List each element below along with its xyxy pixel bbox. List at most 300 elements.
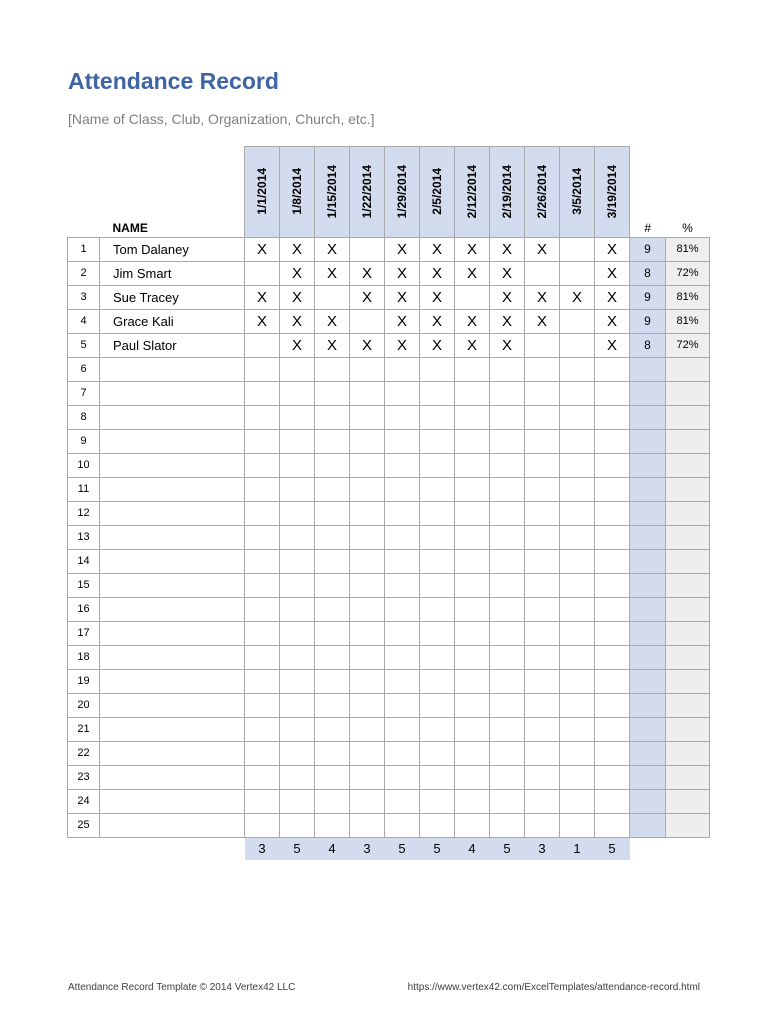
attendance-cell[interactable] <box>350 405 385 429</box>
attendance-cell[interactable] <box>280 693 315 717</box>
attendance-cell[interactable] <box>595 765 630 789</box>
attendance-cell[interactable] <box>420 405 455 429</box>
attendance-cell[interactable] <box>245 645 280 669</box>
attendance-cell[interactable] <box>525 717 560 741</box>
attendance-cell[interactable] <box>280 573 315 597</box>
attendance-cell[interactable] <box>315 525 350 549</box>
attendance-cell[interactable] <box>315 429 350 453</box>
attendance-cell[interactable]: X <box>420 309 455 333</box>
attendance-cell[interactable]: X <box>595 237 630 261</box>
attendance-cell[interactable] <box>560 501 595 525</box>
attendance-cell[interactable] <box>315 717 350 741</box>
attendance-cell[interactable] <box>350 669 385 693</box>
attendance-cell[interactable] <box>490 405 525 429</box>
attendance-cell[interactable] <box>245 621 280 645</box>
attendance-cell[interactable] <box>525 405 560 429</box>
attendance-cell[interactable] <box>595 549 630 573</box>
name-cell[interactable]: Tom Dalaney <box>100 237 245 261</box>
attendance-cell[interactable]: X <box>420 333 455 357</box>
attendance-cell[interactable] <box>420 357 455 381</box>
attendance-cell[interactable] <box>280 405 315 429</box>
attendance-cell[interactable] <box>525 597 560 621</box>
attendance-cell[interactable] <box>420 621 455 645</box>
attendance-cell[interactable] <box>245 501 280 525</box>
name-cell[interactable] <box>100 573 245 597</box>
attendance-cell[interactable] <box>280 765 315 789</box>
attendance-cell[interactable] <box>245 405 280 429</box>
attendance-cell[interactable] <box>595 789 630 813</box>
attendance-cell[interactable] <box>595 573 630 597</box>
name-cell[interactable] <box>100 813 245 837</box>
attendance-cell[interactable] <box>315 357 350 381</box>
attendance-cell[interactable]: X <box>455 309 490 333</box>
attendance-cell[interactable] <box>525 477 560 501</box>
attendance-cell[interactable] <box>385 573 420 597</box>
attendance-cell[interactable]: X <box>490 261 525 285</box>
attendance-cell[interactable] <box>595 597 630 621</box>
name-cell[interactable] <box>100 405 245 429</box>
attendance-cell[interactable] <box>490 741 525 765</box>
attendance-cell[interactable] <box>315 501 350 525</box>
attendance-cell[interactable] <box>350 597 385 621</box>
attendance-cell[interactable] <box>455 573 490 597</box>
attendance-cell[interactable]: X <box>245 237 280 261</box>
attendance-cell[interactable] <box>385 813 420 837</box>
attendance-cell[interactable] <box>455 405 490 429</box>
attendance-cell[interactable] <box>525 669 560 693</box>
attendance-cell[interactable] <box>525 501 560 525</box>
attendance-cell[interactable] <box>595 741 630 765</box>
name-cell[interactable]: Jim Smart <box>100 261 245 285</box>
attendance-cell[interactable] <box>595 381 630 405</box>
attendance-cell[interactable] <box>490 429 525 453</box>
attendance-cell[interactable] <box>560 597 595 621</box>
attendance-cell[interactable] <box>595 717 630 741</box>
attendance-cell[interactable] <box>525 453 560 477</box>
attendance-cell[interactable] <box>595 357 630 381</box>
attendance-cell[interactable] <box>490 597 525 621</box>
attendance-cell[interactable] <box>245 381 280 405</box>
attendance-cell[interactable] <box>245 453 280 477</box>
attendance-cell[interactable] <box>455 429 490 453</box>
attendance-cell[interactable] <box>350 813 385 837</box>
attendance-cell[interactable] <box>455 669 490 693</box>
attendance-cell[interactable] <box>455 357 490 381</box>
attendance-cell[interactable] <box>525 525 560 549</box>
attendance-cell[interactable] <box>595 453 630 477</box>
attendance-cell[interactable] <box>280 741 315 765</box>
attendance-cell[interactable] <box>315 477 350 501</box>
attendance-cell[interactable] <box>245 669 280 693</box>
attendance-cell[interactable] <box>560 813 595 837</box>
attendance-cell[interactable] <box>385 621 420 645</box>
attendance-cell[interactable] <box>385 717 420 741</box>
attendance-cell[interactable] <box>525 741 560 765</box>
attendance-cell[interactable] <box>490 717 525 741</box>
name-cell[interactable]: Sue Tracey <box>100 285 245 309</box>
attendance-cell[interactable] <box>560 477 595 501</box>
attendance-cell[interactable] <box>525 333 560 357</box>
attendance-cell[interactable] <box>245 813 280 837</box>
attendance-cell[interactable] <box>385 429 420 453</box>
attendance-cell[interactable] <box>245 357 280 381</box>
attendance-cell[interactable] <box>595 621 630 645</box>
attendance-cell[interactable] <box>385 765 420 789</box>
attendance-cell[interactable] <box>455 645 490 669</box>
attendance-cell[interactable] <box>245 333 280 357</box>
attendance-cell[interactable] <box>490 477 525 501</box>
attendance-cell[interactable] <box>280 717 315 741</box>
attendance-cell[interactable] <box>490 453 525 477</box>
attendance-cell[interactable]: X <box>490 333 525 357</box>
attendance-cell[interactable] <box>280 645 315 669</box>
attendance-cell[interactable]: X <box>595 333 630 357</box>
attendance-cell[interactable]: X <box>350 333 385 357</box>
attendance-cell[interactable] <box>385 549 420 573</box>
attendance-cell[interactable] <box>385 477 420 501</box>
attendance-cell[interactable] <box>245 573 280 597</box>
attendance-cell[interactable] <box>560 789 595 813</box>
attendance-cell[interactable] <box>595 645 630 669</box>
attendance-cell[interactable] <box>455 549 490 573</box>
attendance-cell[interactable] <box>420 717 455 741</box>
name-cell[interactable] <box>100 477 245 501</box>
attendance-cell[interactable] <box>595 669 630 693</box>
attendance-cell[interactable] <box>350 765 385 789</box>
attendance-cell[interactable] <box>420 765 455 789</box>
attendance-cell[interactable] <box>420 501 455 525</box>
attendance-cell[interactable] <box>455 597 490 621</box>
attendance-cell[interactable] <box>280 525 315 549</box>
attendance-cell[interactable] <box>560 405 595 429</box>
attendance-cell[interactable] <box>525 789 560 813</box>
attendance-cell[interactable] <box>420 813 455 837</box>
name-cell[interactable]: Grace Kali <box>100 309 245 333</box>
attendance-cell[interactable] <box>245 477 280 501</box>
attendance-cell[interactable]: X <box>420 261 455 285</box>
attendance-cell[interactable] <box>560 429 595 453</box>
attendance-cell[interactable] <box>315 693 350 717</box>
attendance-cell[interactable] <box>350 477 385 501</box>
attendance-cell[interactable] <box>490 621 525 645</box>
attendance-cell[interactable] <box>385 789 420 813</box>
attendance-cell[interactable] <box>455 525 490 549</box>
attendance-cell[interactable]: X <box>245 309 280 333</box>
attendance-cell[interactable] <box>490 645 525 669</box>
name-cell[interactable] <box>100 549 245 573</box>
attendance-cell[interactable] <box>245 429 280 453</box>
attendance-cell[interactable] <box>245 549 280 573</box>
attendance-cell[interactable] <box>490 693 525 717</box>
attendance-cell[interactable] <box>280 501 315 525</box>
attendance-cell[interactable]: X <box>420 237 455 261</box>
name-cell[interactable] <box>100 717 245 741</box>
attendance-cell[interactable]: X <box>350 261 385 285</box>
name-cell[interactable] <box>100 693 245 717</box>
attendance-cell[interactable] <box>455 285 490 309</box>
attendance-cell[interactable] <box>420 645 455 669</box>
attendance-cell[interactable] <box>315 381 350 405</box>
attendance-cell[interactable]: X <box>350 285 385 309</box>
attendance-cell[interactable] <box>525 549 560 573</box>
attendance-cell[interactable] <box>280 453 315 477</box>
attendance-cell[interactable] <box>595 477 630 501</box>
attendance-cell[interactable] <box>385 357 420 381</box>
attendance-cell[interactable] <box>525 765 560 789</box>
attendance-cell[interactable] <box>455 813 490 837</box>
attendance-cell[interactable] <box>490 381 525 405</box>
name-cell[interactable] <box>100 621 245 645</box>
attendance-cell[interactable] <box>420 597 455 621</box>
attendance-cell[interactable] <box>525 429 560 453</box>
attendance-cell[interactable] <box>385 381 420 405</box>
attendance-cell[interactable]: X <box>280 237 315 261</box>
attendance-cell[interactable] <box>350 501 385 525</box>
attendance-cell[interactable] <box>385 741 420 765</box>
attendance-cell[interactable] <box>350 621 385 645</box>
attendance-cell[interactable] <box>420 549 455 573</box>
attendance-cell[interactable]: X <box>280 309 315 333</box>
attendance-cell[interactable] <box>280 429 315 453</box>
footer-url[interactable]: https://www.vertex42.com/ExcelTemplates/attendance-record.html <box>407 982 700 993</box>
attendance-cell[interactable]: X <box>595 285 630 309</box>
attendance-cell[interactable] <box>245 789 280 813</box>
name-cell[interactable] <box>100 453 245 477</box>
attendance-cell[interactable] <box>350 645 385 669</box>
attendance-cell[interactable] <box>280 621 315 645</box>
attendance-cell[interactable] <box>420 525 455 549</box>
attendance-cell[interactable] <box>455 453 490 477</box>
attendance-cell[interactable] <box>560 357 595 381</box>
attendance-cell[interactable] <box>280 549 315 573</box>
name-cell[interactable] <box>100 525 245 549</box>
attendance-cell[interactable] <box>350 525 385 549</box>
page-subtitle[interactable]: [Name of Class, Club, Organization, Church, etc.] <box>68 111 375 127</box>
attendance-cell[interactable] <box>455 717 490 741</box>
attendance-cell[interactable] <box>490 357 525 381</box>
attendance-cell[interactable] <box>315 645 350 669</box>
attendance-cell[interactable]: X <box>525 309 560 333</box>
attendance-cell[interactable] <box>560 525 595 549</box>
attendance-cell[interactable] <box>385 525 420 549</box>
attendance-cell[interactable]: X <box>385 333 420 357</box>
attendance-cell[interactable] <box>490 789 525 813</box>
attendance-cell[interactable] <box>525 621 560 645</box>
attendance-cell[interactable] <box>315 573 350 597</box>
attendance-cell[interactable] <box>455 789 490 813</box>
attendance-cell[interactable]: X <box>315 237 350 261</box>
name-cell[interactable] <box>100 501 245 525</box>
attendance-cell[interactable]: X <box>595 309 630 333</box>
attendance-cell[interactable] <box>385 597 420 621</box>
name-cell[interactable] <box>100 597 245 621</box>
attendance-cell[interactable]: X <box>455 237 490 261</box>
attendance-cell[interactable] <box>525 573 560 597</box>
attendance-cell[interactable] <box>420 669 455 693</box>
attendance-cell[interactable] <box>455 741 490 765</box>
attendance-cell[interactable] <box>350 309 385 333</box>
attendance-cell[interactable] <box>560 309 595 333</box>
attendance-cell[interactable] <box>560 453 595 477</box>
attendance-cell[interactable] <box>245 693 280 717</box>
attendance-cell[interactable] <box>490 813 525 837</box>
attendance-cell[interactable]: X <box>280 261 315 285</box>
attendance-cell[interactable] <box>350 789 385 813</box>
attendance-cell[interactable] <box>560 741 595 765</box>
attendance-cell[interactable] <box>245 741 280 765</box>
name-cell[interactable] <box>100 789 245 813</box>
attendance-cell[interactable]: X <box>245 285 280 309</box>
attendance-cell[interactable] <box>280 357 315 381</box>
attendance-cell[interactable] <box>280 381 315 405</box>
attendance-cell[interactable] <box>595 429 630 453</box>
attendance-cell[interactable]: X <box>385 237 420 261</box>
attendance-cell[interactable] <box>280 477 315 501</box>
attendance-cell[interactable] <box>280 669 315 693</box>
attendance-cell[interactable] <box>595 813 630 837</box>
attendance-cell[interactable] <box>350 453 385 477</box>
attendance-cell[interactable] <box>420 693 455 717</box>
name-cell[interactable] <box>100 381 245 405</box>
attendance-cell[interactable] <box>560 237 595 261</box>
attendance-cell[interactable] <box>315 765 350 789</box>
attendance-cell[interactable] <box>595 501 630 525</box>
attendance-cell[interactable] <box>350 237 385 261</box>
attendance-cell[interactable]: X <box>315 333 350 357</box>
attendance-cell[interactable] <box>490 765 525 789</box>
attendance-cell[interactable] <box>350 357 385 381</box>
attendance-cell[interactable]: X <box>455 261 490 285</box>
attendance-cell[interactable]: X <box>385 309 420 333</box>
attendance-cell[interactable] <box>560 549 595 573</box>
attendance-cell[interactable] <box>315 621 350 645</box>
attendance-cell[interactable] <box>490 525 525 549</box>
attendance-cell[interactable] <box>315 405 350 429</box>
attendance-cell[interactable] <box>280 789 315 813</box>
attendance-cell[interactable]: X <box>455 333 490 357</box>
attendance-cell[interactable] <box>350 693 385 717</box>
attendance-cell[interactable] <box>385 501 420 525</box>
attendance-cell[interactable] <box>245 717 280 741</box>
attendance-cell[interactable] <box>420 741 455 765</box>
attendance-cell[interactable] <box>350 549 385 573</box>
attendance-cell[interactable]: X <box>525 285 560 309</box>
attendance-cell[interactable] <box>280 813 315 837</box>
attendance-cell[interactable] <box>315 789 350 813</box>
attendance-cell[interactable] <box>525 381 560 405</box>
attendance-cell[interactable] <box>350 381 385 405</box>
name-cell[interactable] <box>100 765 245 789</box>
attendance-cell[interactable] <box>420 429 455 453</box>
attendance-cell[interactable]: X <box>595 261 630 285</box>
attendance-cell[interactable] <box>455 477 490 501</box>
attendance-cell[interactable] <box>245 765 280 789</box>
attendance-cell[interactable] <box>560 621 595 645</box>
attendance-cell[interactable] <box>385 669 420 693</box>
attendance-cell[interactable] <box>560 573 595 597</box>
attendance-cell[interactable] <box>245 261 280 285</box>
attendance-cell[interactable] <box>350 717 385 741</box>
attendance-cell[interactable]: X <box>420 285 455 309</box>
attendance-cell[interactable] <box>525 645 560 669</box>
attendance-cell[interactable] <box>315 669 350 693</box>
attendance-cell[interactable] <box>420 381 455 405</box>
attendance-cell[interactable] <box>560 333 595 357</box>
attendance-cell[interactable]: X <box>315 261 350 285</box>
attendance-cell[interactable]: X <box>385 261 420 285</box>
attendance-cell[interactable] <box>560 261 595 285</box>
attendance-cell[interactable] <box>315 285 350 309</box>
attendance-cell[interactable] <box>315 549 350 573</box>
name-cell[interactable] <box>100 357 245 381</box>
attendance-cell[interactable] <box>560 381 595 405</box>
attendance-cell[interactable] <box>280 597 315 621</box>
attendance-cell[interactable] <box>455 501 490 525</box>
name-cell[interactable] <box>100 741 245 765</box>
attendance-cell[interactable] <box>420 477 455 501</box>
attendance-cell[interactable] <box>420 453 455 477</box>
attendance-cell[interactable] <box>595 405 630 429</box>
attendance-cell[interactable] <box>385 405 420 429</box>
attendance-cell[interactable] <box>560 765 595 789</box>
attendance-cell[interactable]: X <box>560 285 595 309</box>
attendance-cell[interactable]: X <box>490 285 525 309</box>
attendance-cell[interactable] <box>455 381 490 405</box>
attendance-cell[interactable] <box>525 813 560 837</box>
attendance-cell[interactable] <box>315 741 350 765</box>
attendance-cell[interactable] <box>385 645 420 669</box>
attendance-cell[interactable] <box>490 501 525 525</box>
attendance-cell[interactable] <box>245 597 280 621</box>
attendance-cell[interactable] <box>490 573 525 597</box>
attendance-cell[interactable]: X <box>315 309 350 333</box>
attendance-cell[interactable] <box>525 693 560 717</box>
attendance-cell[interactable] <box>525 261 560 285</box>
attendance-cell[interactable] <box>595 693 630 717</box>
name-cell[interactable] <box>100 429 245 453</box>
attendance-cell[interactable] <box>455 693 490 717</box>
attendance-cell[interactable] <box>420 789 455 813</box>
attendance-cell[interactable] <box>560 669 595 693</box>
attendance-cell[interactable] <box>455 621 490 645</box>
attendance-cell[interactable] <box>560 693 595 717</box>
attendance-cell[interactable] <box>315 453 350 477</box>
attendance-cell[interactable]: X <box>385 285 420 309</box>
attendance-cell[interactable] <box>385 453 420 477</box>
attendance-cell[interactable] <box>560 645 595 669</box>
attendance-cell[interactable] <box>315 813 350 837</box>
attendance-cell[interactable]: X <box>490 309 525 333</box>
attendance-cell[interactable] <box>350 573 385 597</box>
attendance-cell[interactable]: X <box>280 285 315 309</box>
attendance-cell[interactable] <box>315 597 350 621</box>
attendance-cell[interactable] <box>245 525 280 549</box>
name-cell[interactable] <box>100 645 245 669</box>
attendance-cell[interactable] <box>490 549 525 573</box>
attendance-cell[interactable] <box>560 717 595 741</box>
attendance-cell[interactable]: X <box>525 237 560 261</box>
attendance-cell[interactable]: X <box>490 237 525 261</box>
attendance-cell[interactable]: X <box>280 333 315 357</box>
attendance-cell[interactable] <box>350 741 385 765</box>
attendance-cell[interactable] <box>420 573 455 597</box>
attendance-cell[interactable] <box>525 357 560 381</box>
attendance-cell[interactable] <box>490 669 525 693</box>
attendance-cell[interactable] <box>595 525 630 549</box>
attendance-cell[interactable] <box>350 429 385 453</box>
name-cell[interactable]: Paul Slator <box>100 333 245 357</box>
attendance-cell[interactable] <box>455 765 490 789</box>
